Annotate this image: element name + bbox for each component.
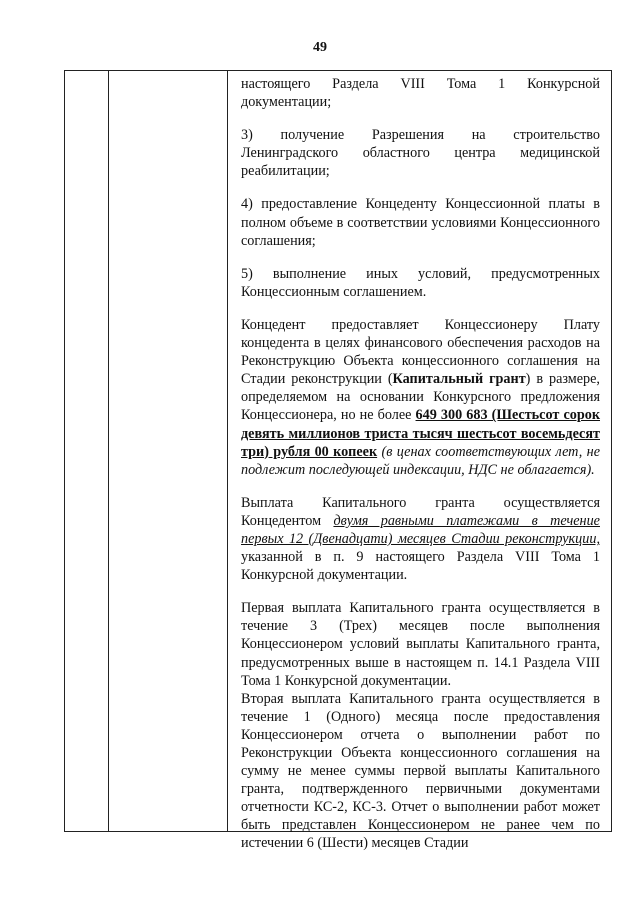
column-divider-2: [227, 71, 228, 831]
document-table: [64, 70, 612, 852]
capital-grant-mid: ) в размере, определяемом на основании Конкурсного предложения Концессионера, но не более: [241, 371, 600, 424]
grant-payment-lead: Выплата Капитального гранта осуществляется Концедентом: [241, 494, 600, 529]
paragraph-grant-payment: [241, 494, 600, 584]
grant-payment-schedule: двумя равными платежами в течение первых 12 (Двенадцати) месяцев Стадии реконструкции,: [241, 512, 600, 547]
column-divider-1: [108, 71, 109, 831]
paragraph-capital-grant: [241, 316, 600, 479]
capital-grant-amount: 649 300 683 (Шестьсот сорок девять миллионов триста тысяч шестьсот восемьдесят три) рубля 00 копеек: [241, 407, 600, 460]
paragraph-section-reference: настоящего Раздела VIII Тома 1 Конкурсной документации;: [241, 76, 600, 111]
paragraph-first-payment: Первая выплата Капитального гранта осуществляется в течение 3 (Трех) месяцев после выполнения Концессионером условий выплаты Капитального гранта, предусмотренных выше в настоящем п. 14.1 Раздела VIII Тома 1 Конкурсной документации.: [241, 600, 600, 689]
capital-grant-name: Капитальный грант: [392, 371, 526, 388]
paragraph-condition-4: 4) предоставление Концеденту Концессионной платы в полном объеме в соответствии условиями Концессионного соглашения;: [241, 196, 600, 249]
paragraph-condition-3: 3) получение Разрешения на строительство Ленинградского областного центра медицинской реабилитации;: [241, 127, 600, 180]
capital-grant-note: (в ценах соответствующих лет, не подлежит последующей индексации, НДС не облагается).: [241, 443, 601, 478]
page-number: 49: [313, 40, 327, 55]
capital-grant-lead: Концедент предоставляет Концессионеру Плату концедента в целях финансового обеспечения расходов на Реконструкцию Объекта концессионного соглашения на Стадии реконструкции (: [241, 316, 600, 388]
table-text-column: [241, 75, 600, 853]
grant-payment-tail: указанной в п. 9 настоящего Раздела VIII Тома 1 Конкурсной документации.: [241, 549, 600, 584]
paragraph-condition-5: 5) выполнение иных условий, предусмотренных Концессионным соглашением.: [241, 265, 600, 300]
paragraph-second-payment: Вторая выплата Капитального гранта осуществляется в течение 1 (Одного) месяца после предоставления Концессионером отчета о выполнении работ по Реконструкции Объекта концессионного соглашения на сумму не менее суммы первой выплаты Капитального гранта, подтвержденного первичными документами отчетности КС-2, КС-3. Отчет о выполнении работ может быть представлен Концессионером не ранее чем по истечении 6 (Шести) месяцев Стадии: [241, 690, 600, 852]
